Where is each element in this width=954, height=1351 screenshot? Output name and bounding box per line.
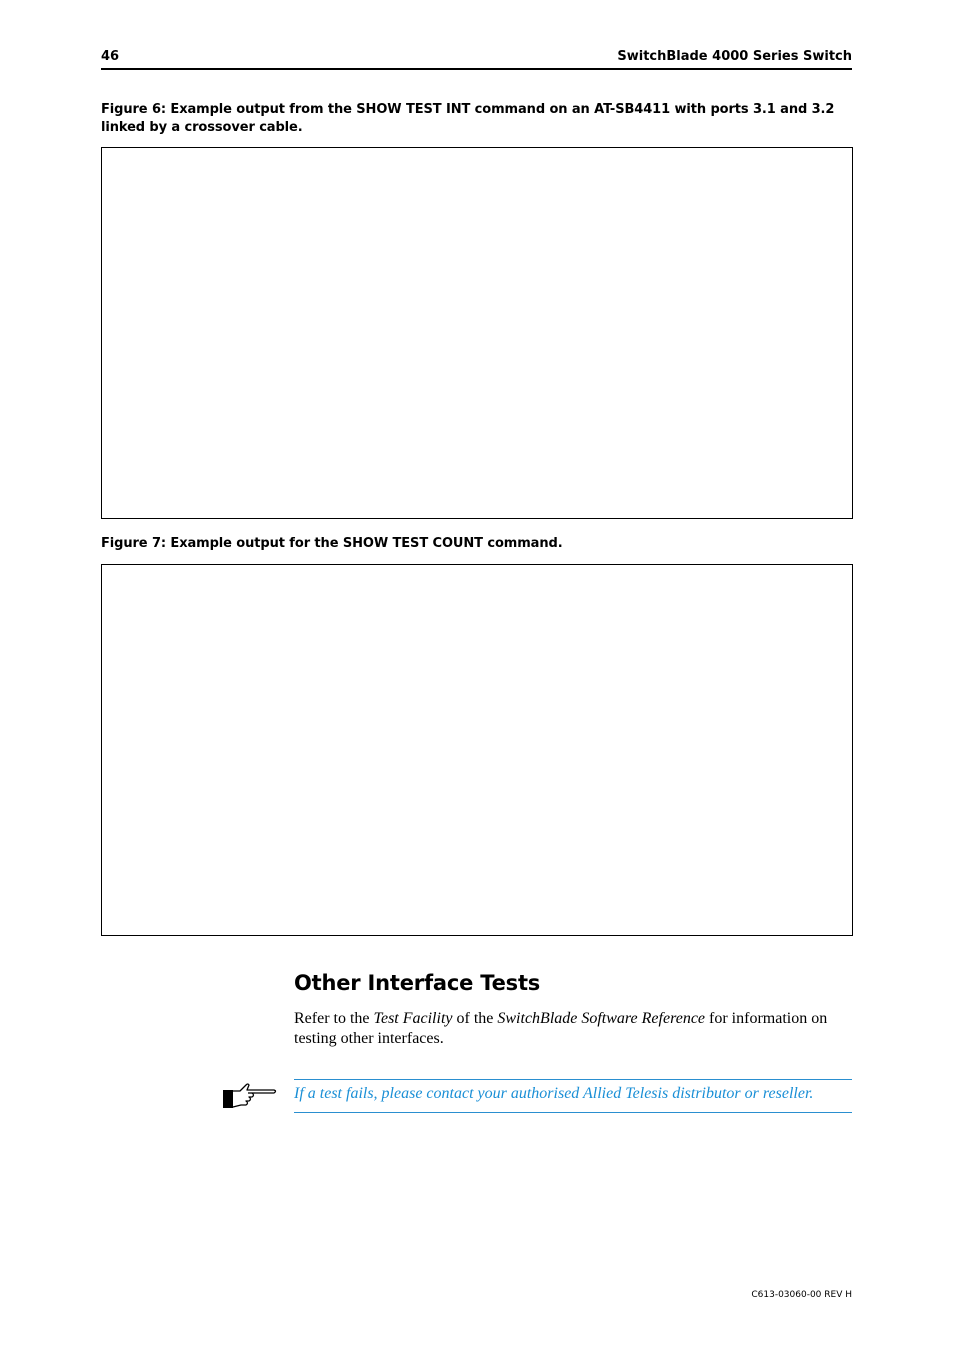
- note-text: If a test fails, please contact your authorised Allied Telesis distributor or reseller.: [294, 1085, 814, 1102]
- para-emphasis-test-facility: Test Facility: [373, 1010, 453, 1027]
- para-text-2: of the: [452, 1010, 498, 1027]
- body-paragraph: [294, 1009, 852, 1049]
- pointing-hand-icon: [222, 1079, 278, 1111]
- page-number: 46: [101, 49, 120, 64]
- note-box: [294, 1079, 852, 1113]
- section-heading: Other Interface Tests: [294, 971, 541, 995]
- figure-7-caption: Figure 7: Example output for the SHOW TEST COUNT command.: [101, 536, 563, 551]
- document-code: C613-03060-00 REV H: [751, 1290, 852, 1300]
- para-text-1: Refer to the: [294, 1010, 374, 1027]
- para-emphasis-software-reference: SwitchBlade Software Reference: [497, 1010, 706, 1027]
- page-header: [101, 47, 852, 70]
- document-title: SwitchBlade 4000 Series Switch: [617, 49, 852, 64]
- para-text-3: for information on testing other interfaces.: [294, 1010, 828, 1047]
- figure-6-output-box: [101, 147, 853, 519]
- figure-7-output-box: [101, 564, 853, 936]
- figure-6-caption: Figure 6: Example output from the SHOW TEST INT command on an AT-SB4411 with ports 3.1 and 3.2 linked by a crossover cable.: [101, 102, 835, 135]
